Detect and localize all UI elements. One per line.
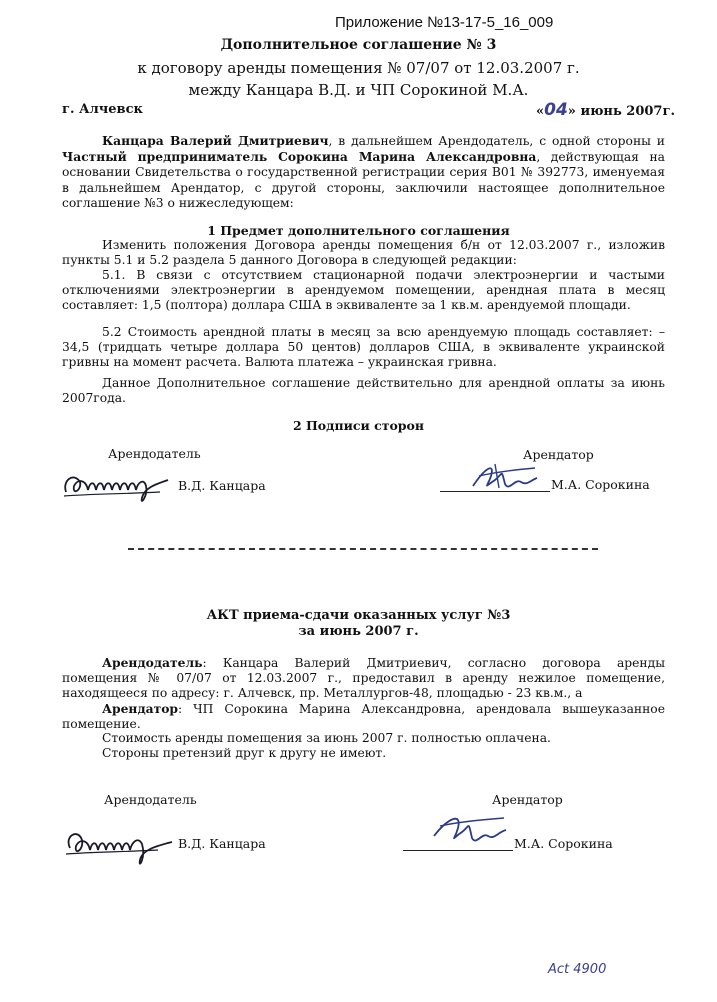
agreement-subtitle-parties: между Канцара В.Д. и ЧП Сорокиной М.А. [188, 81, 529, 99]
intro-text-1: , в дальнейшем Арендодатель, с одной стороны и [328, 134, 666, 148]
act-paragraph-2 [62, 701, 665, 732]
act-paragraph-1-text: : Канцара Валерий Дмитриевич, согласно договора аренды помещения № 07/07 от 12.03.2007 г., предоставил в аренду нежилое помещение, находящееся по адресу: г. Алчевск, пр. Металлургов-48, площадью - 23 кв.м., а [62, 656, 665, 701]
intro-paragraph [62, 133, 665, 211]
act-landlord-label: Арендодатель [102, 655, 203, 670]
act-tenant-label: Арендатор [102, 701, 179, 716]
act-paragraph-3: Стоимость аренды помещения за июнь 2007 г. полностью оплачена. [102, 731, 551, 745]
act-paragraph-2-text: : ЧП Сорокина Марина Александровна, арендовала вышеуказанное помещение. [62, 702, 665, 732]
agreement-subtitle-contract: к договору аренды помещения № 07/07 от 12.03.2007 г. [137, 59, 580, 77]
act-landlord-name: В.Д. Канцара [178, 836, 266, 851]
validity-paragraph: Данное Дополнительное соглашение действительно для арендной оплаты за июнь 2007года. [62, 376, 665, 406]
section-1-title: 1 Предмет дополнительного соглашения [207, 223, 510, 238]
section-divider [128, 548, 598, 550]
act-tenant-label-sign: Арендатор [492, 792, 563, 807]
date-day: 04 [544, 100, 568, 120]
act-title: АКТ приема-сдачи оказанных услуг №3 [206, 608, 511, 623]
act-subtitle: за июнь 2007 г. [298, 624, 419, 639]
section-1-paragraph-3: 5.2 Стоимость арендной платы в месяц за всю арендуемую площадь составляет: – 34,5 (тридцать четыре доллара 50 центов) долларов США, в эквиваленте украинской гривны на момент расчета. Валюта платежа – украинская гривна. [62, 325, 665, 370]
intro-text-2: , действующая на основании Свидетельства о государственной регистрации серия В01 № 392773, именуемая в дальнейшем Арендатор, с другой стороны, заключили настоящее дополнительное соглашение №3 о нижеследующем: [62, 150, 665, 210]
landlord-signature [60, 458, 180, 510]
act-landlord-signature [62, 818, 180, 874]
landlord-label: Арендодатель [108, 446, 201, 461]
act-tenant-name: М.А. Сорокина [514, 836, 613, 851]
annex-number: Приложение №13-17-5_16_009 [335, 14, 554, 31]
date-month-year: июнь 2007г. [580, 104, 675, 119]
landlord-full-name: Канцара Валерий Дмитриевич [102, 133, 329, 148]
tenant-name: М.А. Сорокина [551, 477, 650, 492]
section-1-paragraph-1: Изменить положения Договора аренды помещения б/н от 12.03.2007 г., изложив пункты 5.1 и 5.2 раздела 5 данного Договора в следующей редакции: [62, 238, 665, 268]
handwritten-note: Act 4900 [548, 962, 607, 977]
act-landlord-label-sign: Арендодатель [104, 792, 197, 807]
section-2-title: 2 Подписи сторон [292, 418, 425, 433]
landlord-name: В.Д. Канцара [178, 478, 266, 493]
tenant-signature [465, 458, 545, 498]
agreement-title: Дополнительное соглашение № 3 [220, 37, 497, 53]
act-paragraph-1 [62, 655, 665, 702]
act-tenant-signature [428, 810, 514, 852]
agreement-date: «04» июнь 2007г. [536, 100, 675, 120]
act-paragraph-4: Стороны претензий друг к другу не имеют. [102, 746, 387, 760]
section-1-paragraph-2: 5.1. В связи с отсутствием стационарной подачи электроэнергии и частыми отключениями электроэнергии в арендуемом помещении, арендная плата в месяц составляет: 1,5 (полтора) доллара США в эквиваленте за 1 кв.м. арендуемой площади. [62, 268, 665, 313]
tenant-full-name: Частный предприниматель Сорокина Марина Александровна [62, 149, 537, 165]
city: г. Алчевск [62, 102, 143, 117]
tenant-label: Арендатор [523, 447, 594, 462]
